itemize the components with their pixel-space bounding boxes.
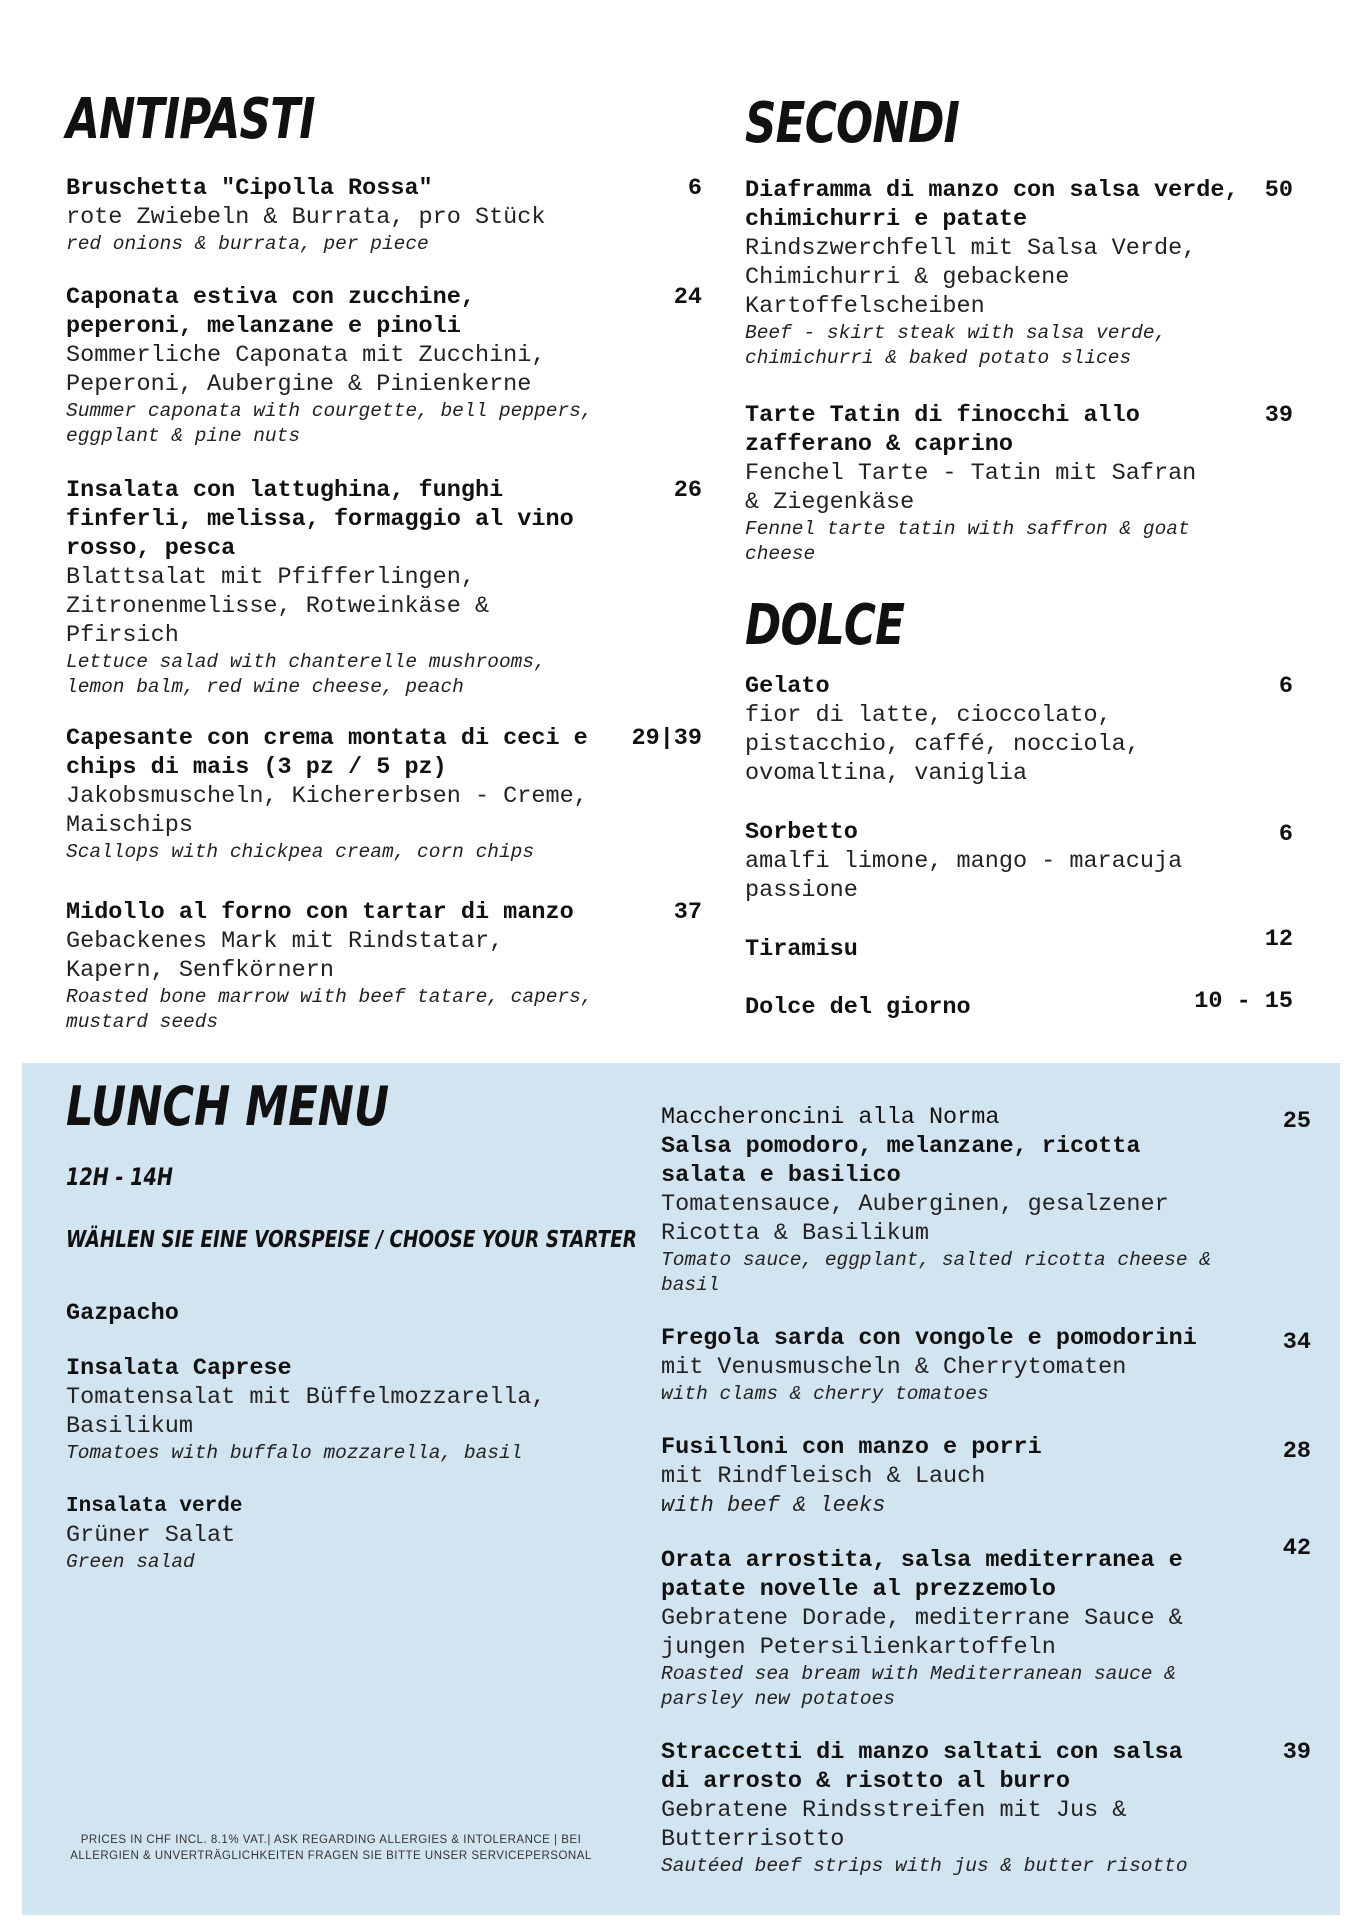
item-price: 24 bbox=[673, 284, 702, 311]
item-description-de: Fenchel Tarte - Tatin mit Safran & Ziegenkäse bbox=[745, 460, 1197, 516]
item-description-en: Tomato sauce, eggplant, salted ricotta cheese & basil bbox=[661, 1249, 1211, 1296]
item-price: 6 bbox=[687, 175, 702, 202]
item-name: Caponata estiva con zucchine, peperoni, melanzane e pinoli bbox=[66, 284, 475, 340]
item-description-en: Summer caponata with courgette, bell peppers, eggplant & pine nuts bbox=[66, 400, 593, 447]
item-name: Insalata Caprese bbox=[66, 1355, 292, 1382]
item-price: 29|39 bbox=[631, 725, 702, 752]
item-name: Diaframma di manzo con salsa verde, chimichurri e patate bbox=[745, 177, 1239, 233]
starter-item bbox=[66, 1492, 626, 1575]
lunch-choose-starter: WÄHLEN SIE EINE VORSPEISE / CHOOSE YOUR STARTER bbox=[66, 1227, 637, 1253]
item-description-de: Tomatensauce, Auberginen, gesalzener Ricotta & Basilikum bbox=[661, 1191, 1169, 1247]
item-description-en: Sautéed beef strips with jus & butter risotto bbox=[661, 1855, 1188, 1877]
item-price: 10 - 15 bbox=[1194, 988, 1293, 1015]
item-name: Insalata con lattughina, funghi finferli, melissa, formaggio al vino rosso, pesca bbox=[66, 477, 574, 562]
starter-item bbox=[66, 1354, 626, 1466]
item-description-en: Roasted sea bream with Mediterranean sauce & parsley new potatoes bbox=[661, 1663, 1176, 1710]
item-description-de: amalfi limone, mango - maracuja passione bbox=[745, 848, 1183, 904]
item-name: Dolce del giorno bbox=[745, 994, 971, 1021]
item-description-de: Gebratene Dorade, mediterrane Sauce & jungen Petersilienkartoffeln bbox=[661, 1605, 1183, 1661]
dolce-section bbox=[745, 593, 1293, 1022]
main-item bbox=[661, 1103, 1311, 1298]
main-item bbox=[661, 1738, 1311, 1879]
item-description-de: Rindszwerchfell mit Salsa Verde, Chimichurri & gebackene Kartoffelscheiben bbox=[745, 235, 1197, 320]
menu-item bbox=[745, 401, 1293, 567]
item-name: Tarte Tatin di finocchi allo zafferano & caprino bbox=[745, 402, 1140, 458]
lunch-hours: 12H - 14H bbox=[66, 1163, 173, 1191]
antipasti-section bbox=[66, 87, 702, 1035]
item-name: Fregola sarda con vongole e pomodorini bbox=[661, 1325, 1197, 1352]
menu-item bbox=[745, 176, 1293, 371]
secondi-title: SECONDI bbox=[745, 91, 960, 156]
item-price: 39 bbox=[1282, 1739, 1311, 1766]
menu-item bbox=[66, 898, 702, 1035]
main-item bbox=[661, 1535, 1311, 1712]
item-description-de: mit Venusmuscheln & Cherrytomaten bbox=[661, 1354, 1127, 1381]
item-price: 28 bbox=[1282, 1438, 1311, 1465]
menu-item bbox=[745, 988, 1293, 1022]
item-price: 12 bbox=[1264, 926, 1293, 953]
item-name: Midollo al forno con tartar di manzo bbox=[66, 899, 574, 926]
item-name: Maccheroncini alla Norma bbox=[661, 1104, 1000, 1131]
item-name: Orata arrostita, salsa mediterranea e patate novelle al prezzemolo bbox=[661, 1547, 1183, 1603]
antipasti-title: ANTIPASTI bbox=[66, 87, 315, 152]
item-price: 6 bbox=[1278, 821, 1293, 848]
item-description-en: Tomatoes with buffalo mozzarella, basil bbox=[66, 1442, 523, 1464]
main-item bbox=[661, 1433, 1311, 1520]
item-description-en: Fennel tarte tatin with saffron & goat cheese bbox=[745, 518, 1190, 565]
starter-item bbox=[66, 1299, 626, 1328]
item-description-en: red onions & burrata, per piece bbox=[66, 233, 429, 255]
item-description-en: with beef & leeks bbox=[661, 1493, 886, 1518]
menu-item bbox=[745, 818, 1293, 905]
menu-item bbox=[66, 174, 702, 257]
item-description-de: Jakobsmuscheln, Kichererbsen - Creme, Maischips bbox=[66, 783, 588, 839]
item-description-de: mit Rindfleisch & Lauch bbox=[661, 1463, 986, 1490]
main-item bbox=[661, 1324, 1311, 1407]
lunch-starters-column bbox=[66, 1075, 637, 1575]
item-description-de: Tomatensalat mit Büffelmozzarella, Basilikum bbox=[66, 1384, 546, 1440]
item-description-de: Blattsalat mit Pfifferlingen, Zitronenmelisse, Rotweinkäse & Pfirsich bbox=[66, 564, 490, 649]
item-name: Capesante con crema montata di ceci e chips di mais (3 pz / 5 pz) bbox=[66, 725, 588, 781]
item-description-en: Beef - skirt steak with salsa verde, chimichurri & baked potato slices bbox=[745, 322, 1167, 369]
item-price: 50 bbox=[1264, 177, 1293, 204]
item-subtitle: Salsa pomodoro, melanzane, ricotta salata e basilico bbox=[661, 1133, 1141, 1189]
item-name: Fusilloni con manzo e porri bbox=[661, 1434, 1042, 1461]
item-description-de: rote Zwiebeln & Burrata, pro Stück bbox=[66, 204, 546, 231]
lunch-mains-column bbox=[661, 1103, 1311, 1879]
item-price: 39 bbox=[1264, 402, 1293, 429]
item-name: Insalata verde bbox=[66, 1495, 243, 1518]
item-description-de: Grüner Salat bbox=[66, 1522, 236, 1549]
item-description-en: Lettuce salad with chanterelle mushrooms, lemon balm, red wine cheese, peach bbox=[66, 651, 546, 698]
item-description-de: Gebratene Rindsstreifen mit Jus & Butterrisotto bbox=[661, 1797, 1127, 1853]
item-price: 25 bbox=[1282, 1108, 1311, 1135]
item-name: Straccetti di manzo saltati con salsa di arrosto & risotto al burro bbox=[661, 1739, 1183, 1795]
item-description-en: with clams & cherry tomatoes bbox=[661, 1383, 989, 1405]
footer-note: PRICES IN CHF INCL. 8.1% VAT.| ASK REGARDING ALLERGIES & INTOLERANCE | BEI ALLERGIEN & UNVERTRÄGLICHKEITEN FRAGEN SIE BITTE UNSER SERVICEPERSONAL bbox=[70, 1834, 592, 1862]
menu-item bbox=[66, 283, 702, 449]
menu-item bbox=[66, 476, 702, 700]
item-name: Bruschetta "Cipolla Rossa" bbox=[66, 175, 433, 202]
item-name: Sorbetto bbox=[745, 819, 858, 846]
menu-item bbox=[66, 724, 702, 865]
item-name: Gelato bbox=[745, 673, 830, 700]
item-description-de: fior di latte, cioccolato, pistacchio, caffé, nocciola, ovomaltina, vaniglia bbox=[745, 702, 1140, 787]
item-price: 34 bbox=[1282, 1329, 1311, 1356]
item-name: Tiramisu bbox=[745, 936, 858, 963]
item-description-de: Gebackenes Mark mit Rindstatar, Kapern, Senfkörnern bbox=[66, 928, 504, 984]
item-price: 6 bbox=[1278, 673, 1293, 700]
item-description-en: Scallops with chickpea cream, corn chips bbox=[66, 841, 535, 863]
item-description-en: Green salad bbox=[66, 1551, 195, 1573]
lunch-title: LUNCH MENU bbox=[66, 1075, 390, 1138]
menu-item bbox=[745, 672, 1293, 788]
menu-item bbox=[745, 926, 1293, 964]
item-name: Gazpacho bbox=[66, 1300, 179, 1327]
secondi-section bbox=[745, 91, 1293, 567]
item-price: 37 bbox=[673, 899, 702, 926]
item-description-de: Sommerliche Caponata mit Zucchini, Peperoni, Aubergine & Pinienkerne bbox=[66, 342, 546, 398]
item-price: 42 bbox=[1282, 1535, 1311, 1562]
item-description-en: Roasted bone marrow with beef tatare, capers, mustard seeds bbox=[66, 986, 593, 1033]
dolce-title: DOLCE bbox=[745, 593, 905, 658]
item-price: 26 bbox=[673, 477, 702, 504]
